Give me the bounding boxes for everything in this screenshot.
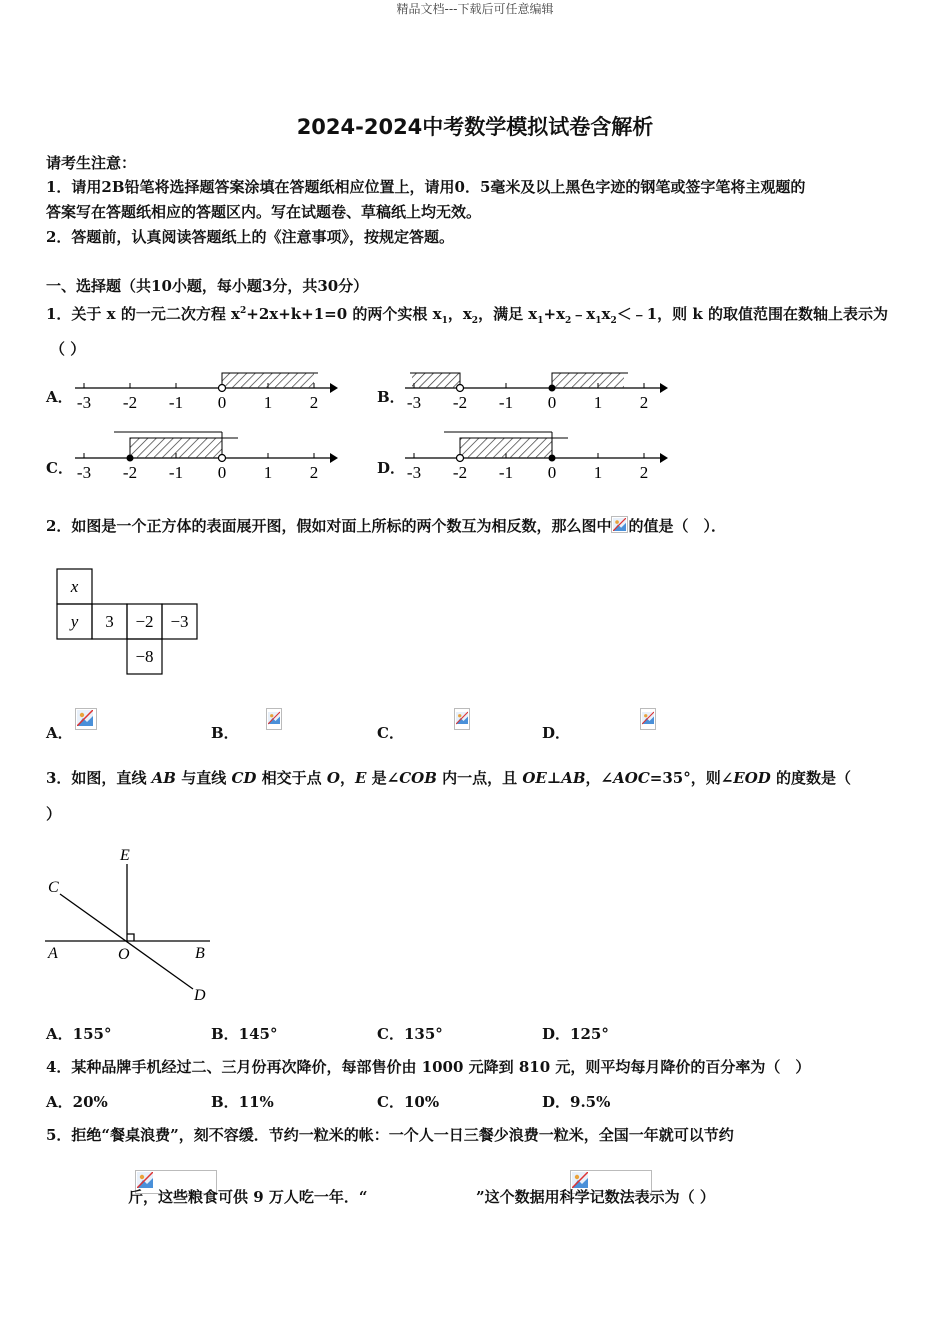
- tick-label: 0: [217, 393, 227, 412]
- q1-option-b-label[interactable]: B．: [377, 388, 405, 406]
- tick-label: 1: [263, 393, 273, 412]
- q1-option-d-label[interactable]: D．: [377, 459, 406, 477]
- tick-label: -3: [406, 393, 422, 412]
- label-E: E: [120, 847, 130, 864]
- number-line-d: [405, 432, 668, 482]
- section-heading: 一、选择题（共10小题，每小题3分，共30分）: [46, 277, 369, 295]
- net-cell-y: y: [70, 612, 79, 631]
- q2-stem: 2．如图是一个正方体的表面展开图，假如对面上所标的两个数互为相反数，那么图中 的值是（ ）．: [46, 517, 726, 535]
- closed-dot: [549, 455, 556, 462]
- q4-option-b[interactable]: B．11%: [211, 1093, 274, 1111]
- q3-option-b[interactable]: B．145°: [211, 1025, 278, 1043]
- broken-image-icon: [454, 708, 470, 730]
- tick-label: 1: [263, 463, 273, 482]
- tick-label: -1: [498, 393, 514, 412]
- number-line-c: [75, 432, 338, 482]
- q5-stem-2b: ”这个数据用科学记数法表示为（ ）: [476, 1188, 715, 1206]
- notice-heading: 请考生注意：: [46, 154, 137, 172]
- tick-label: 2: [309, 463, 319, 482]
- tick-label: 1: [593, 463, 603, 482]
- number-line-a: [75, 373, 338, 412]
- tick-label: -2: [452, 463, 468, 482]
- tick-label: -1: [168, 463, 184, 482]
- q3-geometry-figure: [40, 842, 225, 1007]
- q1-option-a-label[interactable]: A．: [46, 388, 73, 406]
- q2-option-c[interactable]: C．: [377, 724, 404, 742]
- notice-line-1a: 1．请用2B铅笔将选择题答案涂填在答题纸相应位置上，请用0．5毫米及以上黑色字迹的钢笔或签字笔将主观题的: [46, 178, 806, 196]
- broken-image-icon: [75, 708, 97, 730]
- q3-stem-close: ）: [46, 805, 62, 823]
- q1-number-lines: [0, 0, 950, 520]
- q4-option-c[interactable]: C．10%: [377, 1093, 440, 1111]
- open-dot: [457, 455, 464, 462]
- page-header: 精品文档---下载后可任意编辑: [396, 2, 554, 16]
- label-B: B: [195, 945, 205, 962]
- q2-cube-net: [50, 565, 210, 680]
- tick-label: -2: [122, 463, 138, 482]
- closed-dot: [127, 455, 134, 462]
- tick-label: 0: [547, 463, 557, 482]
- tick-label: -3: [76, 463, 92, 482]
- q3-stem: 3．如图，直线 AB 与直线 CD 相交于点 O，E 是∠COB 内一点，且 OE⊥AB，∠AOC=35°，则∠EOD 的度数是（: [46, 769, 852, 787]
- q1-paren: （ ）: [50, 340, 86, 358]
- number-line-b: [405, 373, 668, 412]
- tick-label: -1: [168, 393, 184, 412]
- notice-line-2: 2．答题前，认真阅读答题纸上的《注意事项》，按规定答题。: [46, 228, 454, 246]
- q5-stem-2a: 斤，这些粮食可供 9 万人吃一年．“: [128, 1188, 368, 1206]
- tick-label: 0: [217, 463, 227, 482]
- q2-option-a[interactable]: A．: [46, 724, 73, 742]
- q3-option-a[interactable]: A．155°: [46, 1025, 112, 1043]
- tick-label: 0: [547, 393, 557, 412]
- closed-dot: [549, 385, 556, 392]
- net-cell-neg3: −3: [170, 612, 189, 631]
- q3-option-d[interactable]: D．125°: [542, 1025, 609, 1043]
- q1-option-c-label[interactable]: C．: [46, 459, 73, 477]
- q5-stem: 5．拒绝“餐桌浪费”，刻不容缓．节约一粒米的帐：一个人一日三餐少浪费一粒米，全国一年就可以节约: [46, 1126, 734, 1144]
- q4-option-a[interactable]: A．20%: [46, 1093, 108, 1111]
- tick-label: -1: [498, 463, 514, 482]
- label-A: A: [48, 945, 58, 962]
- q4-stem: 4．某种品牌手机经过二、三月份再次降价，每部售价由 1000 元降到 810 元，则平均每月降价的百分率为（ ）: [46, 1058, 811, 1076]
- page-title: 2024-2024中考数学模拟试卷含解析: [296, 115, 654, 139]
- tick-label: -3: [406, 463, 422, 482]
- label-C: C: [48, 879, 59, 896]
- tick-label: -2: [122, 393, 138, 412]
- tick-label: -2: [452, 393, 468, 412]
- tick-label: 2: [639, 463, 649, 482]
- tick-label: 1: [593, 393, 603, 412]
- net-cell-3: 3: [105, 612, 114, 631]
- net-cell-neg8: −8: [135, 647, 154, 666]
- q4-option-d[interactable]: D．9.5%: [542, 1093, 611, 1111]
- open-dot: [219, 455, 226, 462]
- q1-stem: 1．关于 x 的一元二次方程 $x^2+2x+k+1=0$ 的两个实根 $x_1$，$x_2$，满足 $x_1+x_2﹣x_1x_2<﹣1$，则 k 的取值范围在数轴上表示为: [46, 305, 888, 326]
- label-O: O: [118, 946, 130, 963]
- q3-option-c[interactable]: C．135°: [377, 1025, 443, 1043]
- tick-label: 2: [639, 393, 649, 412]
- broken-image-icon: [640, 708, 656, 730]
- notice-line-1b: 答案写在答题纸相应的答题区内。写在试题卷、草稿纸上均无效。: [46, 203, 482, 221]
- open-dot: [457, 385, 464, 392]
- broken-image-icon: [611, 516, 628, 533]
- tick-label: 2: [309, 393, 319, 412]
- net-cell-neg2: −2: [135, 612, 154, 631]
- open-dot: [219, 385, 226, 392]
- q2-option-d[interactable]: D．: [542, 724, 571, 742]
- q2-option-b[interactable]: B．: [211, 724, 239, 742]
- label-D: D: [194, 987, 206, 1004]
- broken-image-icon: [266, 708, 282, 730]
- tick-label: -3: [76, 393, 92, 412]
- net-cell-x: x: [70, 577, 79, 596]
